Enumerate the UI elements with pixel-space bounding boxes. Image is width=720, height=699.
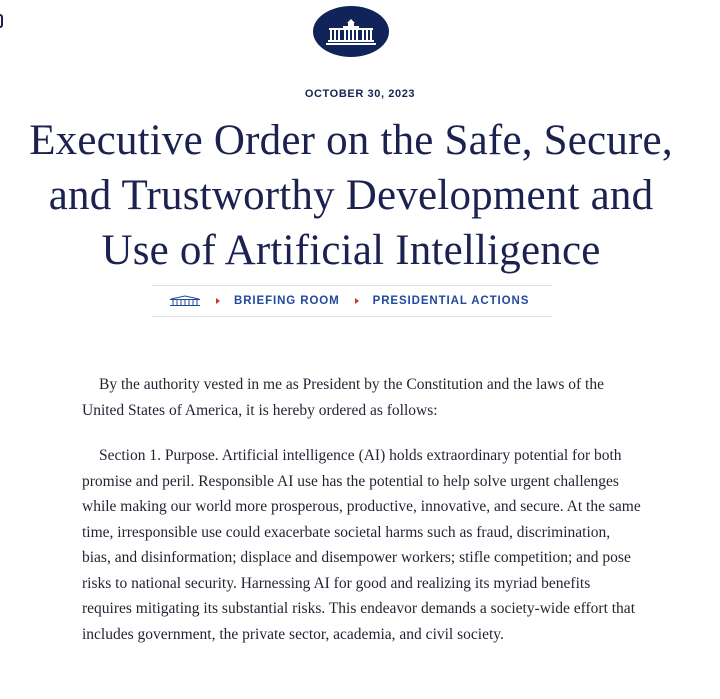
order-body: [82, 372, 642, 667]
breadcrumb: [152, 285, 552, 317]
white-house-building-icon: [325, 17, 377, 47]
chevron-right-icon: [216, 298, 220, 304]
chevron-right-icon: [355, 298, 359, 304]
section-1-paragraph: Section 1. Purpose. Artificial intelligence (AI) holds extraordinary potential for both promise and peril. Responsible AI use has the potential to help solve urgent challenges while making our world more prosperous, productive, innovative, and secure. At the same time, irresponsible use could exacerbate societal harms such as fraud, discrimination, bias, and disinformation; displace and disempower workers; stifle competition; and pose risks to national security. Harnessing AI for good and realizing its myriad benefits requires mitigating its substantial risks. This endeavor demands a society-wide effort that includes government, the private sector, academia, and civil society.: [82, 447, 641, 643]
title-line: Executive Order on the Safe, Secure,: [29, 117, 673, 164]
preamble-paragraph: By the authority vested in me as President by the Constitution and the laws of the United States of America, it is hereby ordered as follows:: [82, 376, 604, 419]
edge-fragment: [0, 14, 3, 28]
title-line: Use of Artificial Intelligence: [101, 227, 601, 274]
white-house-icon: [169, 295, 201, 307]
breadcrumb-briefing-room[interactable]: BRIEFING ROOM: [234, 295, 340, 307]
breadcrumb-home[interactable]: [169, 295, 201, 307]
publish-date: OCTOBER 30, 2023: [304, 88, 416, 100]
white-house-seal-icon[interactable]: [313, 6, 389, 57]
breadcrumb-presidential-actions[interactable]: PRESIDENTIAL ACTIONS: [372, 295, 530, 307]
title-line: and Trustworthy Development and: [48, 172, 654, 219]
page-title: [0, 113, 702, 278]
